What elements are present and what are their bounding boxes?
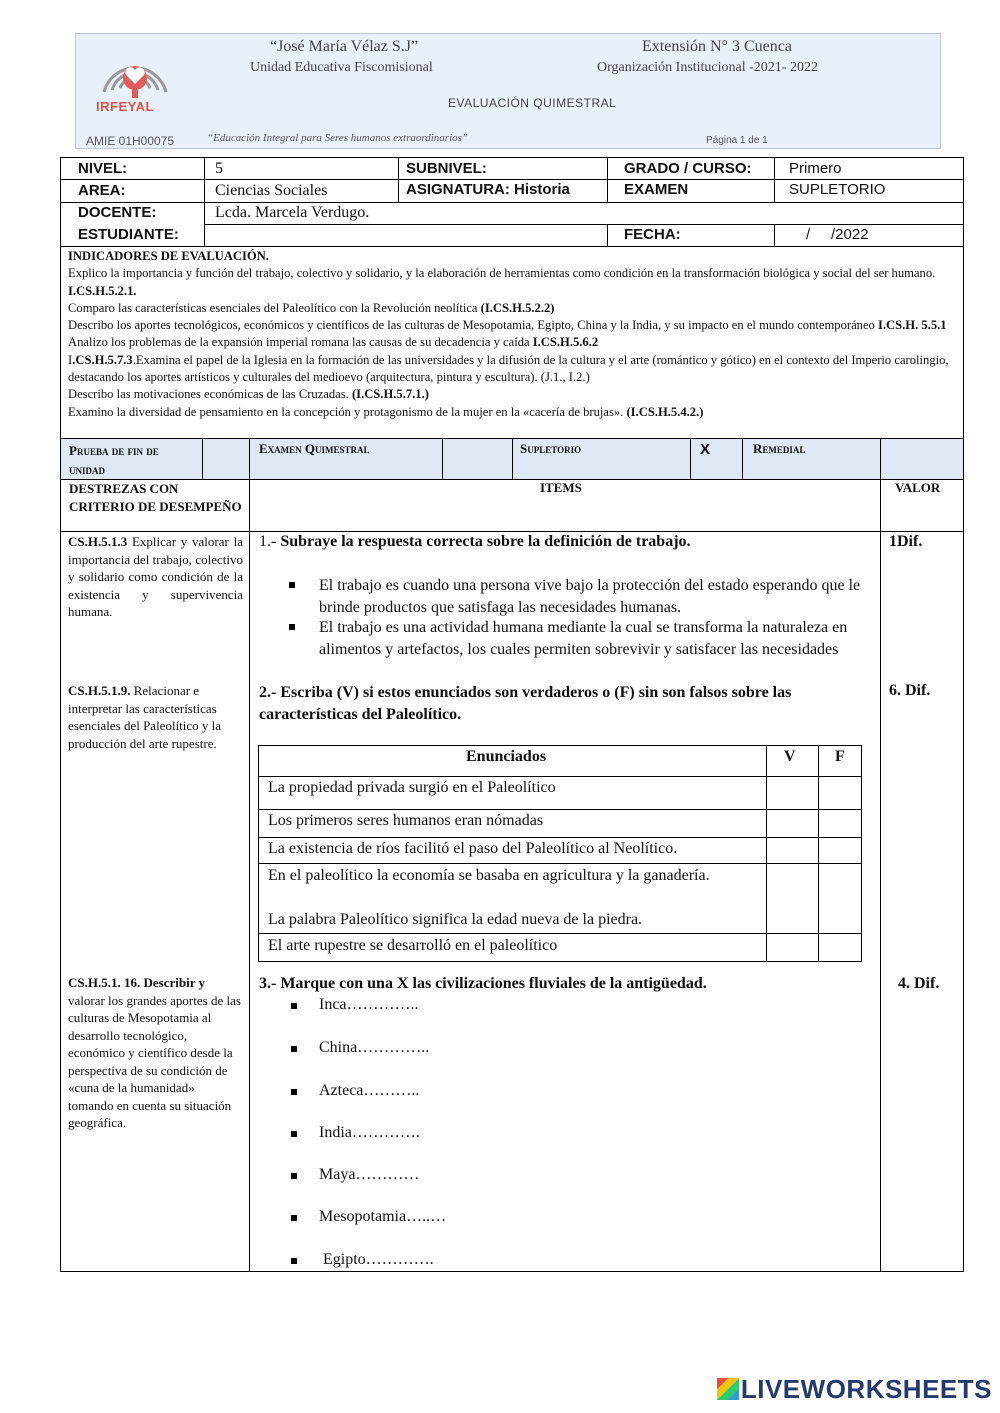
indicator-item: Examino la diversidad de pensamiento en la concepción y protagonismo de la mujer en la «cacería de brujas». (I.CS.H.5.4.2.) xyxy=(68,404,704,419)
civilization-option[interactable]: Maya………… xyxy=(319,1166,420,1183)
supletorio-mark[interactable]: X xyxy=(700,441,711,458)
answer-f-2[interactable] xyxy=(819,810,862,837)
civilization-option[interactable]: Egipto…………. xyxy=(319,1251,434,1268)
motto: “Educación Integral para Seres humanos extraordinarios” xyxy=(207,132,469,144)
items-column-header: ITEMS xyxy=(540,480,582,495)
table-row: En el paleolítico la economía se basaba en agricultura y la ganadería. xyxy=(268,867,710,884)
evaluation-indicators xyxy=(68,248,958,421)
destreza-q1: CS.H.5.1.3 Explicar y valorar la importancia del trabajo, colectivo y solidario como condición de la existencia y supervivencia humana. xyxy=(68,534,243,619)
amie-code: AMIE 01H00075 xyxy=(86,134,175,148)
examen-label: EXAMEN xyxy=(624,181,689,198)
grado-label: GRADO / CURSO: xyxy=(624,160,752,177)
question-1-option-2[interactable]: El trabajo es una actividad humana mediante la cual se transforma la naturaleza en alimentos y artefactos, los cuales permiten sobrevivir y satisfacer las necesidades xyxy=(319,617,849,660)
table-row: La existencia de ríos facilitó el paso del Paleolítico al Neolítico. xyxy=(268,840,678,857)
bullet-icon xyxy=(289,582,295,588)
f-header: F xyxy=(835,748,845,765)
table-row: Los primeros seres humanos eran nómadas xyxy=(268,812,544,829)
question-1-title: 1.- Subraye la respuesta correcta sobre la definición de trabajo. xyxy=(259,533,691,550)
question-1-option-1[interactable]: El trabajo es cuando una persona vive bajo la protección del estado esperando que le brinde productos que satisfaga las necesidades humanas. xyxy=(319,575,869,618)
bullet-icon xyxy=(291,1131,297,1137)
document-header xyxy=(75,33,941,149)
question-1-value: 1Dif. xyxy=(889,533,923,550)
destreza-q2: CS.H.5.1.9. Relacionar e interpretar las características esenciales del Paleolítico y la producción del arte rupestre. xyxy=(68,683,222,751)
page-number: Página 1 de 1 xyxy=(706,135,768,146)
fecha-label: FECHA: xyxy=(624,226,681,243)
organization-label: Organización Institucional -2021- 2022 xyxy=(597,60,818,75)
answer-v-3[interactable] xyxy=(767,838,818,863)
grado-value: Primero xyxy=(789,160,842,177)
area-value: Ciencias Sociales xyxy=(215,182,328,199)
estudiante-label: ESTUDIANTE: xyxy=(78,226,179,243)
bullet-icon xyxy=(291,1173,297,1179)
indicator-item: Describo los aportes tecnológicos, económicos y científicos de las culturas de Mesopotamia, Egipto, China y la India, y su impacto en el mundo contemporáneo I.CS.H. 5.5.1 xyxy=(68,318,947,333)
civilization-option[interactable]: Azteca……….. xyxy=(319,1082,420,1099)
answer-f-4[interactable] xyxy=(819,864,862,933)
question-3-title: 3.- Marque con una X las civilizaciones fluviales de la antigüedad. xyxy=(259,975,707,992)
answer-f-1[interactable] xyxy=(819,777,862,809)
answer-f-6[interactable] xyxy=(819,934,862,961)
liveworksheets-watermark: LIVEWORKSHEETS xyxy=(717,1374,992,1405)
bullet-icon xyxy=(291,1003,297,1009)
extension-label: Extensión N° 3 Cuenca xyxy=(642,38,792,55)
civilization-option[interactable]: India…………. xyxy=(319,1124,420,1141)
answer-v-2[interactable] xyxy=(767,810,818,837)
question-3-value: 4. Dif. xyxy=(898,975,940,992)
bullet-icon xyxy=(289,624,295,630)
bullet-icon xyxy=(291,1215,297,1221)
bullet-icon xyxy=(291,1089,297,1095)
indicator-item: Explico la importancia y función del trabajo, colectivo y solidario, y la elaboración de herramientas como condición en la transformación biológica y social del ser humano. I.CS.H.5.2.1. xyxy=(68,266,936,298)
school-name: “José María Vélaz S.J” xyxy=(270,38,419,55)
student-name-field[interactable] xyxy=(206,225,606,245)
liveworksheets-logo-icon xyxy=(717,1378,739,1400)
indicator-item: Describo las motivaciones económicas de las Cruzadas. (I.CS.H.5.7.1.) xyxy=(68,387,429,402)
true-false-table xyxy=(258,745,862,962)
question-2-value: 6. Dif. xyxy=(889,682,931,699)
asignatura-label: ASIGNATURA: Historia xyxy=(406,181,570,198)
logo-text: IRFEYAL xyxy=(96,99,154,114)
valor-column-header: VALOR xyxy=(895,480,941,495)
destrezas-column-header: DESTREZAS CON CRITERIO DE DESEMPEÑO xyxy=(69,481,242,514)
civilization-option[interactable]: China………….. xyxy=(319,1039,430,1056)
bullet-icon xyxy=(291,1046,297,1052)
remedial-label: Remedial xyxy=(753,441,806,456)
v-header: V xyxy=(784,748,796,765)
question-2-title: 2.- Escriba (V) si estos enunciados son verdaderos o (F) sin son falsos sobre las características del Paleolítico. xyxy=(259,684,792,723)
indicator-item: Comparo las características esenciales del Paleolítico con la Revolución neolítica (I.CS.H.5.2.2) xyxy=(68,300,555,315)
docente-value: Lcda. Marcela Verdugo. xyxy=(215,204,370,221)
civilization-option[interactable]: Mesopotamia…..… xyxy=(319,1208,447,1225)
examen-value: SUPLETORIO xyxy=(789,181,886,198)
supletorio-label: Supletorio xyxy=(520,441,582,456)
area-label: AREA: xyxy=(78,182,126,199)
answer-f-3[interactable] xyxy=(819,838,862,863)
evaluation-title: EVALUACIÓN QUIMESTRAL xyxy=(448,96,617,110)
bullet-icon xyxy=(291,1258,297,1264)
destreza-q3: CS.H.5.1. 16. Describir y valorar los grandes aportes de las culturas de Mesopotamia al desarrollo tecnológico, económico y científico desde la perspectiva de su condición de «cuna de la humanidad» tomando en cuenta su situación geográfica. xyxy=(68,975,241,1130)
school-type: Unidad Educativa Fiscomisional xyxy=(250,60,433,75)
nivel-label: NIVEL: xyxy=(78,160,128,177)
prueba-fin-unidad-label: Prueba de fin de unidad xyxy=(69,443,159,477)
table-row: La propiedad privada surgió en el Paleolítico xyxy=(268,779,556,796)
civilization-option[interactable]: Inca………….. xyxy=(319,996,419,1013)
answer-v-1[interactable] xyxy=(767,777,818,809)
fecha-value: / /2022 xyxy=(806,226,869,243)
table-row: El arte rupestre se desarrolló en el paleolítico xyxy=(268,937,558,954)
docente-label: DOCENTE: xyxy=(78,204,157,221)
table-row: La palabra Paleolítico significa la edad nueva de la piedra. xyxy=(268,911,643,928)
statement-header: Enunciados xyxy=(466,748,547,765)
indicator-item: Analizo los problemas de la expansión imperial romana las causas de su decadencia y caída I.CS.H.5.6.2 xyxy=(68,335,599,350)
indicator-item: I.CS.H.5.7.3.Examina el papel de la Iglesia en la formación de las universidades y la difusión de la cultura y el arte (romántico y gótico) en el contexto del Imperio carolingio, destacando los aportes artísticos y culturales del medioevo (arquitectura, pintura y escultura). (J.1., I.2.) xyxy=(68,352,949,385)
indicators-title: INDICADORES DE EVALUACIÓN. xyxy=(68,249,269,263)
nivel-value: 5 xyxy=(215,160,223,177)
answer-v-6[interactable] xyxy=(767,934,818,961)
examen-quimestral-label: Examen Quimestral xyxy=(259,441,370,456)
subnivel-label: SUBNIVEL: xyxy=(406,160,487,177)
answer-v-4[interactable] xyxy=(767,864,818,933)
